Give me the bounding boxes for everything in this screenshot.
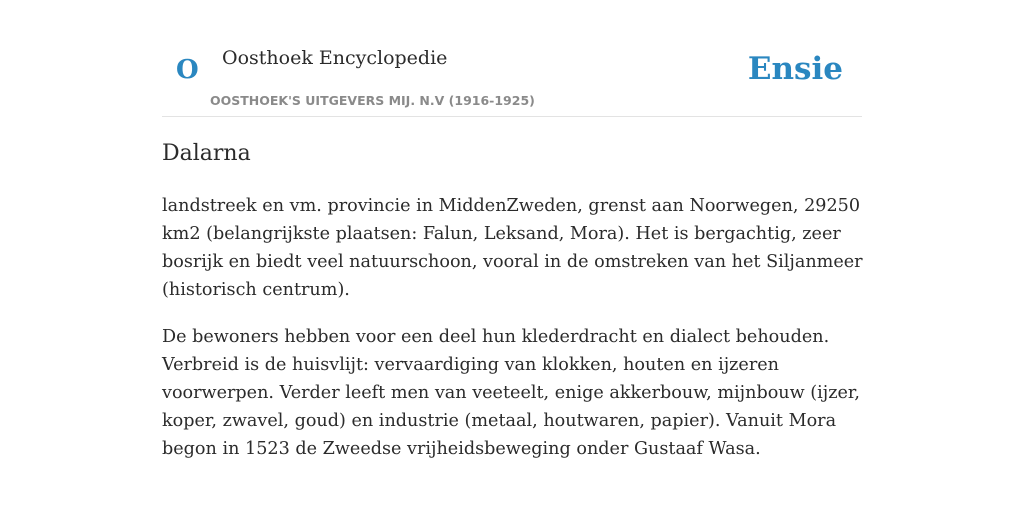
site-logo[interactable]: O [176, 55, 199, 85]
entry-body [162, 192, 868, 482]
entry-paragraph: De bewoners hebben voor een deel hun klederdracht en dialect behouden. Verbreid is de huisvlijt: vervaardiging van klokken, houten en ijzeren voorwerpen. Verder leeft men van veeteelt, enige akkerbouw, mijnbouw (ijzer, koper, zwavel, goud) en industrie (metaal, houtwaren, papier). Vanuit Mora begon in 1523 de Zweedse vrijheidsbeweging onder Gustaaf Wasa. [162, 327, 860, 459]
brand-logo[interactable]: Ensie [747, 51, 843, 87]
site-header [162, 0, 862, 117]
site-title[interactable]: Oosthoek Encyclopedie [222, 47, 448, 69]
entry-paragraph: landstreek en vm. provincie in MiddenZweden, grenst aan Noorwegen, 29250 km2 (belangrijkste plaatsen: Falun, Leksand, Mora). Het is bergachtig, zeer bosrijk en biedt veel natuurschoon, vooral in de omstreken van het Siljanmeer (historisch centrum). [162, 196, 863, 300]
entry-title: Dalarna [162, 141, 251, 166]
publisher-subtitle: OOSTHOEK'S UITGEVERS MIJ. N.V (1916-1925) [210, 93, 535, 108]
